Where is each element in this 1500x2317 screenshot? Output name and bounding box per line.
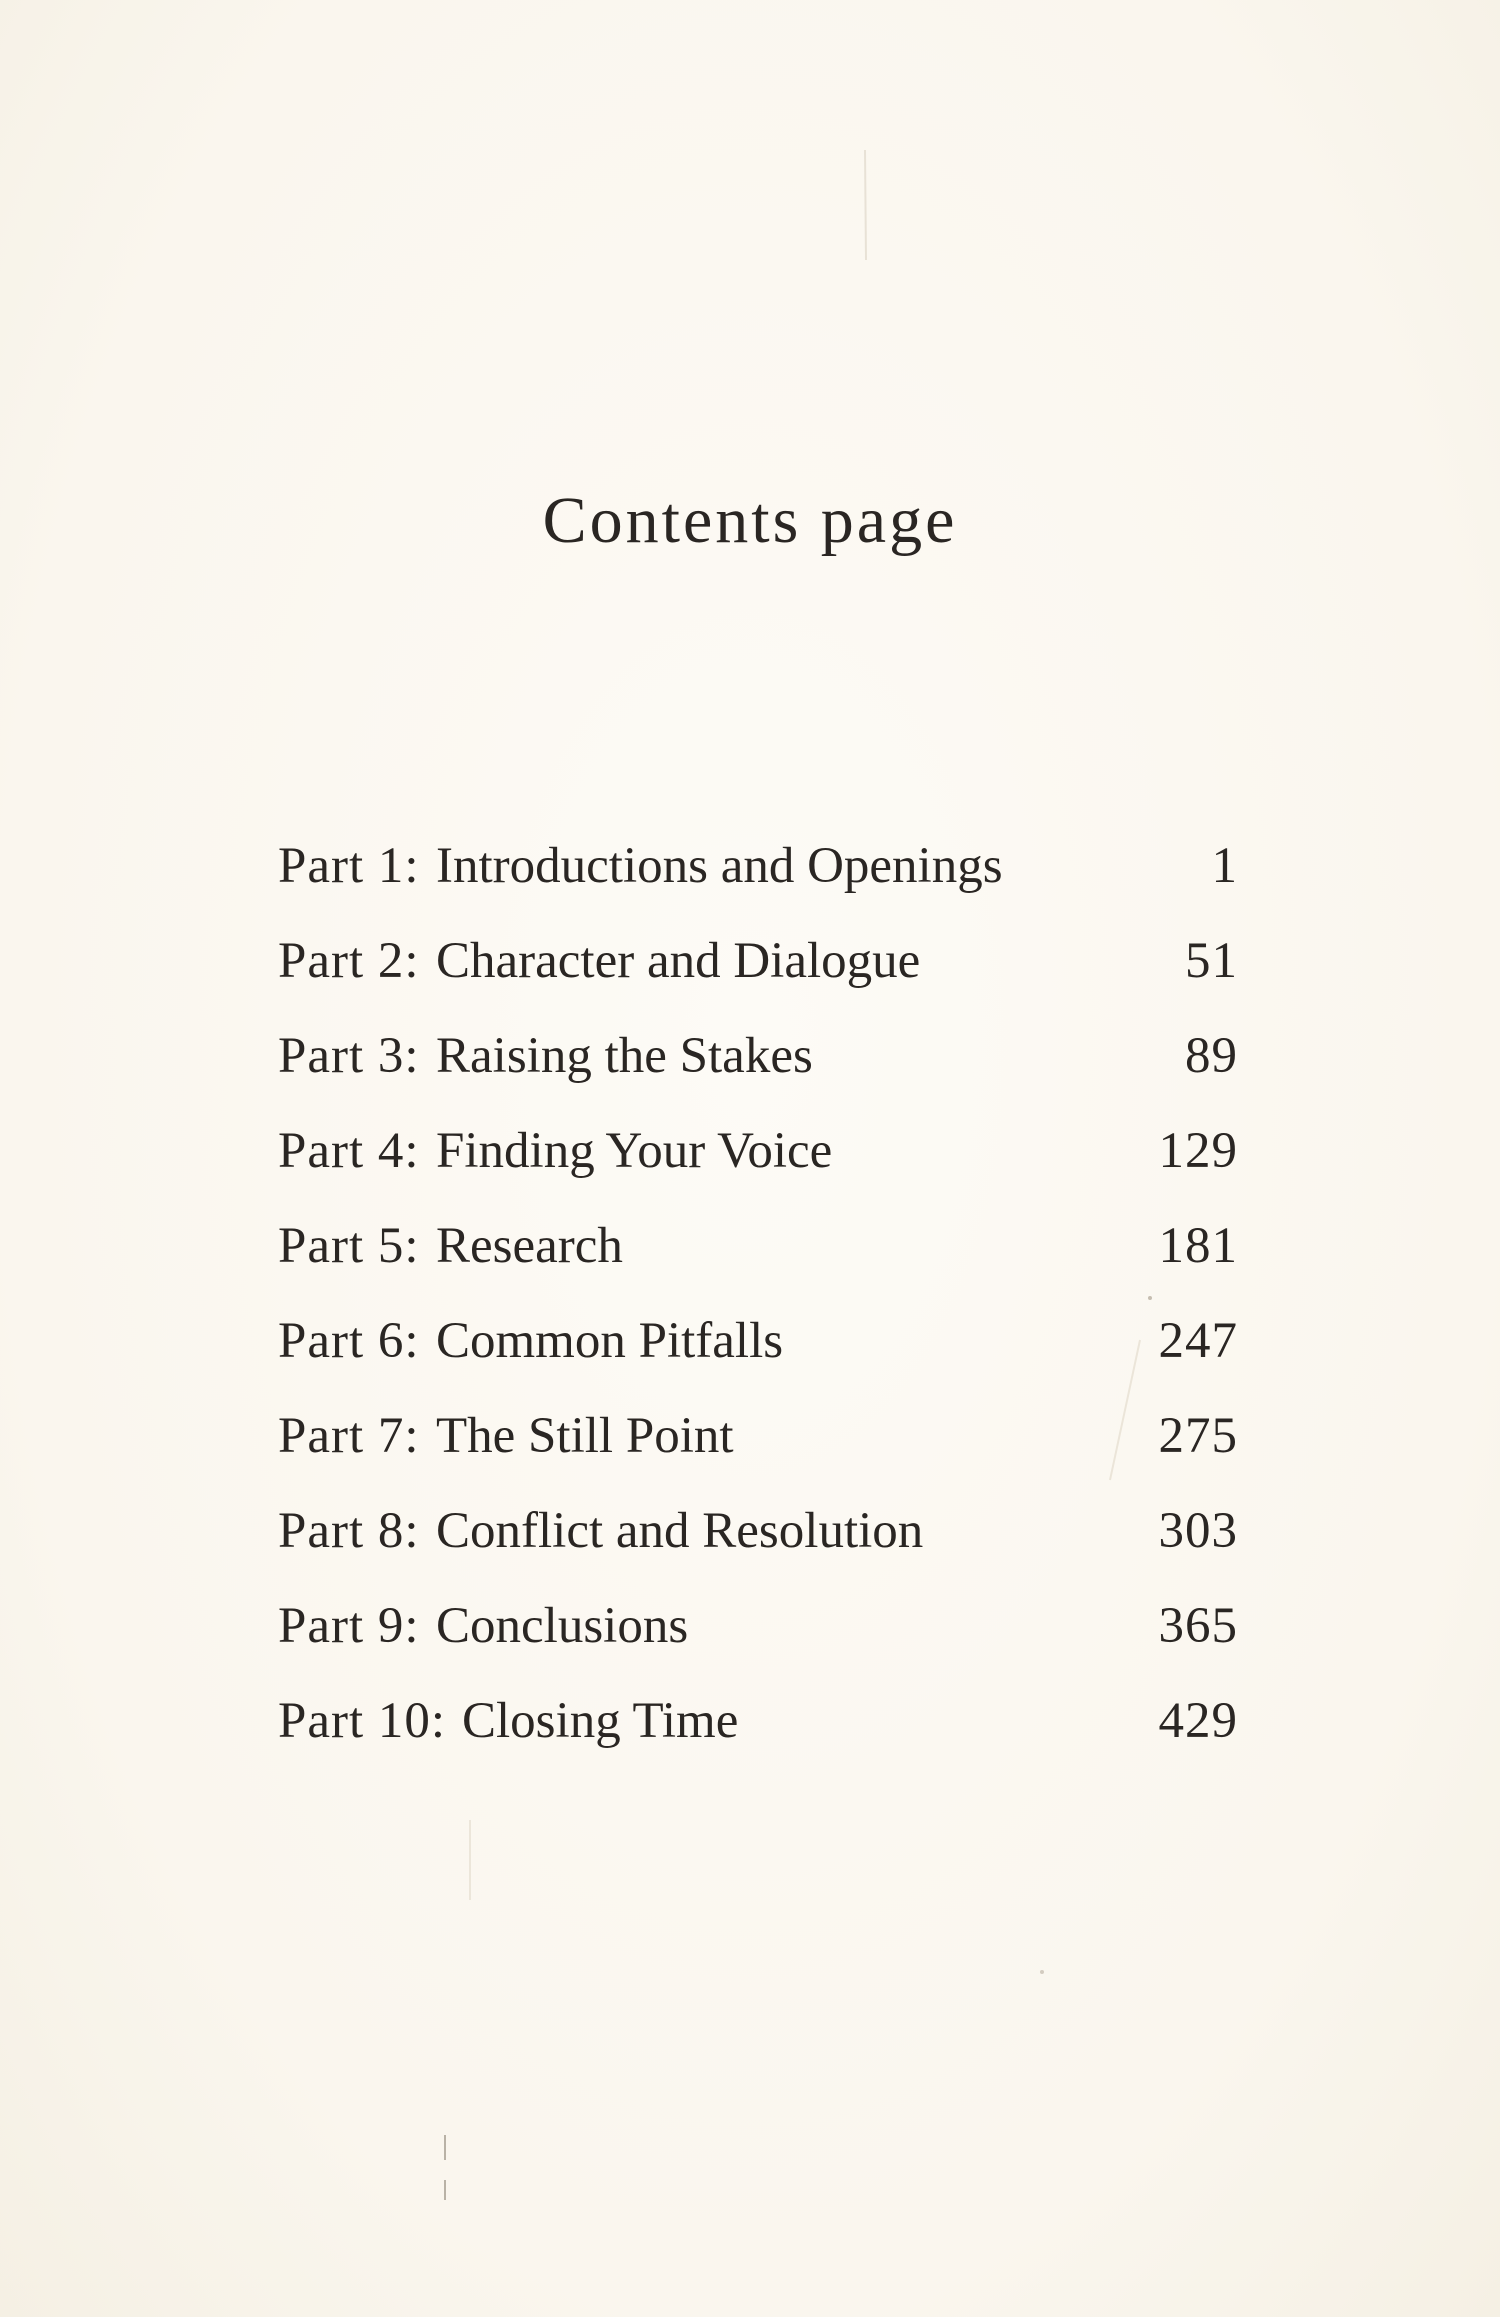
toc-part-title: Introductions and Openings xyxy=(436,838,1003,894)
toc-part-title: Research xyxy=(436,1218,623,1274)
toc-part-title: Closing Time xyxy=(462,1693,739,1749)
toc-entry[interactable] xyxy=(278,1691,1238,1786)
toc-page-number: 181 xyxy=(1158,1218,1238,1274)
toc-part-title: Conclusions xyxy=(436,1598,689,1654)
toc-page-number: 303 xyxy=(1158,1503,1238,1559)
toc-part-number: Part 3: xyxy=(278,1028,420,1084)
toc-part-number: Part 6: xyxy=(278,1313,420,1369)
toc-part-title: Conflict and Resolution xyxy=(436,1503,924,1559)
toc-part-number: Part 7: xyxy=(278,1408,420,1464)
toc-entry[interactable] xyxy=(278,1121,1238,1216)
toc-part-number: Part 9: xyxy=(278,1598,420,1654)
toc-entry[interactable] xyxy=(278,836,1238,931)
toc-entry[interactable] xyxy=(278,1216,1238,1311)
toc-page-number: 247 xyxy=(1158,1313,1238,1369)
toc-page-number: 1 xyxy=(1211,838,1238,894)
toc-part-number: Part 4: xyxy=(278,1123,420,1179)
toc-entry[interactable] xyxy=(278,1406,1238,1501)
toc-entry[interactable] xyxy=(278,1501,1238,1596)
toc-entry[interactable] xyxy=(278,931,1238,1026)
table-of-contents xyxy=(278,836,1238,1786)
toc-part-title: The Still Point xyxy=(436,1408,734,1464)
page-title: Contents page xyxy=(542,484,958,557)
toc-page-number: 89 xyxy=(1185,1028,1238,1084)
toc-page-number: 129 xyxy=(1158,1123,1238,1179)
toc-entry[interactable] xyxy=(278,1596,1238,1691)
toc-part-number: Part 1: xyxy=(278,838,420,894)
toc-part-title: Common Pitfalls xyxy=(436,1313,784,1369)
toc-page-number: 365 xyxy=(1158,1598,1238,1654)
toc-part-number: Part 5: xyxy=(278,1218,420,1274)
toc-part-title: Finding Your Voice xyxy=(436,1123,833,1179)
toc-page-number: 51 xyxy=(1185,933,1238,989)
toc-part-number: Part 10: xyxy=(278,1693,447,1749)
toc-page-number: 429 xyxy=(1158,1693,1238,1749)
toc-entry[interactable] xyxy=(278,1311,1238,1406)
toc-part-number: Part 8: xyxy=(278,1503,420,1559)
toc-part-number: Part 2: xyxy=(278,933,420,989)
toc-page-number: 275 xyxy=(1158,1408,1238,1464)
toc-part-title: Raising the Stakes xyxy=(436,1028,813,1084)
toc-part-title: Character and Dialogue xyxy=(436,933,921,989)
toc-entry[interactable] xyxy=(278,1026,1238,1121)
